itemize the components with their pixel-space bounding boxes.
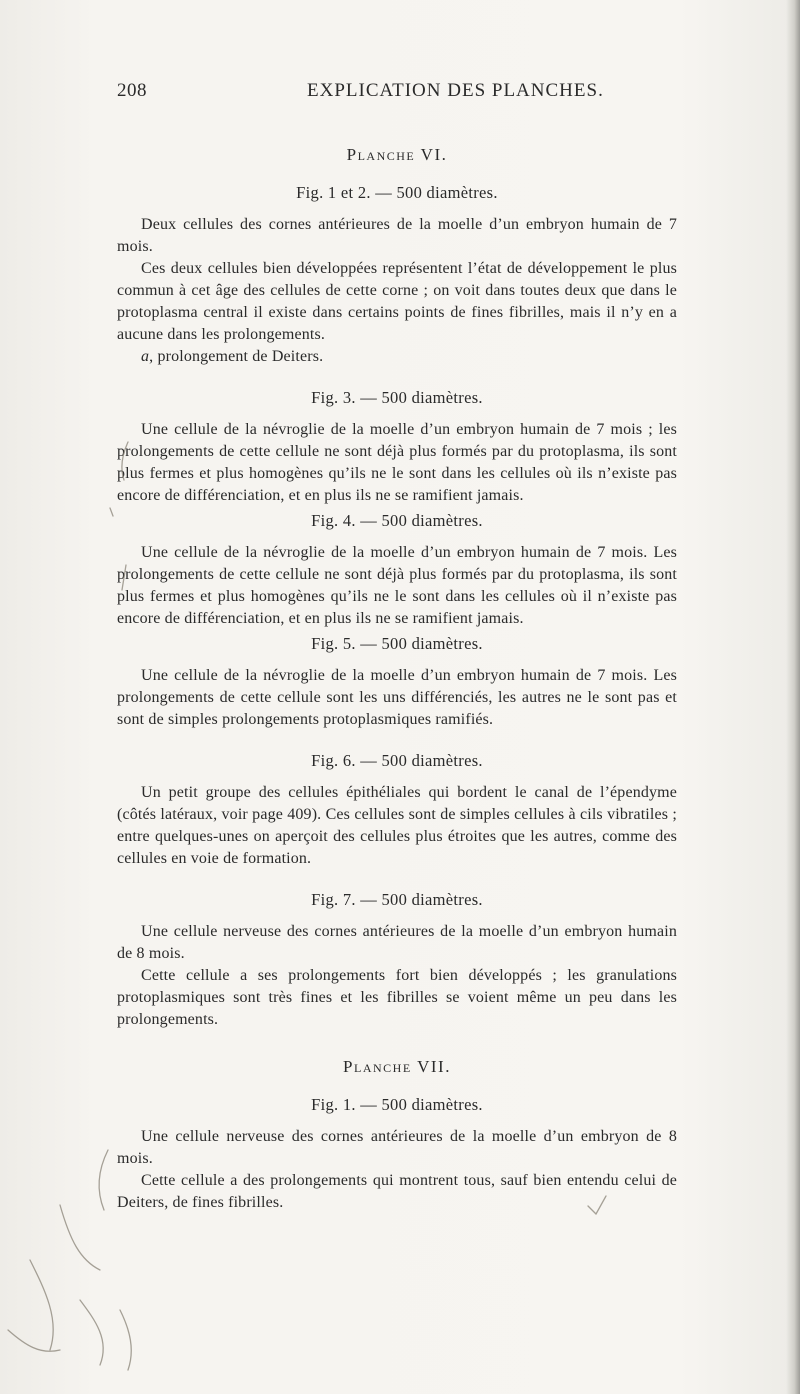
fig-5-title: Fig. 5. — 500 diamètres. bbox=[311, 634, 483, 653]
fig-7-paragraph-1: Une cellule nerveuse des cornes antérieures de la moelle d’un embryon humain de 8 mois. bbox=[117, 923, 677, 962]
plate-7-fig-1-paragraph-2: Cette cellule a des prolongements qui montrent tous, sauf bien entendu celui de Deiters, de fines fibrilles. bbox=[117, 1172, 677, 1211]
fig-1-2-title: Fig. 1 et 2. — 500 diamètres. bbox=[296, 183, 498, 202]
fig-1-2-paragraph-3 bbox=[117, 346, 677, 368]
fig-1-2-paragraph-1: Deux cellules des cornes antérieures de la moelle d’un embryon humain de 7 mois. bbox=[117, 216, 677, 255]
fig-5-paragraph-1: Une cellule de la névroglie de la moelle d’un embryon humain de 7 mois. Les prolongements de cette cellule sont les uns différenciés, les autres ne le sont pas et sont de simples prolongements protoplasmiques ramifiés. bbox=[117, 667, 677, 728]
page-number: 208 bbox=[117, 80, 147, 101]
page-edge-shadow bbox=[786, 0, 800, 1394]
plate-6-title: Planche VI. bbox=[346, 145, 448, 164]
fig-7-paragraph-2: Cette cellule a ses prolongements fort bien développés ; les granulations protoplasmiques sont très fines et les fibrilles se voient même un peu dans les prolongements. bbox=[117, 967, 677, 1028]
running-title: EXPLICATION DES PLANCHES. bbox=[307, 80, 604, 101]
fig-3-title: Fig. 3. — 500 diamètres. bbox=[311, 388, 483, 407]
fig-7-title: Fig. 7. — 500 diamètres. bbox=[311, 890, 483, 909]
fig-3-paragraph-1: Une cellule de la névroglie de la moelle d’un embryon humain de 7 mois ; les prolongements de cette cellule ne sont déjà plus formés par du protoplasma, ils sont plus fermes et plus homogènes qu’ils ne le sont dans les cellules où ils n’existe pas encore de différenciation, et en plus ils ne se ramifient jamais. bbox=[117, 421, 677, 504]
fig-4-paragraph-1: Une cellule de la névroglie de la moelle d’un embryon humain de 7 mois. Les prolongements de cette cellule ne sont déjà plus formés par du protoplasma, ils sont plus fermes et plus homogènes qu’ils ne le sont dans les cellules où il n’existe pas encore de différenciation, et en plus ils ne se ramifient jamais. bbox=[117, 544, 677, 627]
label-a-text: , prolongement de Deiters. bbox=[149, 348, 324, 365]
fig-4-title: Fig. 4. — 500 diamètres. bbox=[311, 511, 483, 530]
plate-7-fig-1-paragraph-1: Une cellule nerveuse des cornes antérieures de la moelle d’un embryon de 8 mois. bbox=[117, 1128, 677, 1167]
page-content bbox=[117, 140, 677, 1214]
plate-7-fig-1-title: Fig. 1. — 500 diamètres. bbox=[311, 1095, 483, 1114]
label-a: a bbox=[141, 348, 150, 365]
fig-6-title: Fig. 6. — 500 diamètres. bbox=[311, 751, 483, 770]
plate-7-title: Planche VII. bbox=[343, 1057, 451, 1076]
fig-1-2-paragraph-2: Ces deux cellules bien développées représentent l’état de développement le plus commun à cet âge des cellules de cette corne ; on voit dans toutes deux que dans le protoplasma central il existe dans certains points de fines fibrilles, mais il n’y en a aucune dans les prolongements. bbox=[117, 260, 677, 343]
fig-6-paragraph-1: Un petit groupe des cellules épithéliales qui bordent le canal de l’épendyme (côtés latéraux, voir page 409). Ces cellules sont de simples cellules à cils vibratiles ; entre quelques-unes on aperçoit des cellules plus étroites que les autres, comme des cellules en voie de formation. bbox=[117, 784, 677, 867]
page-header bbox=[117, 80, 677, 110]
